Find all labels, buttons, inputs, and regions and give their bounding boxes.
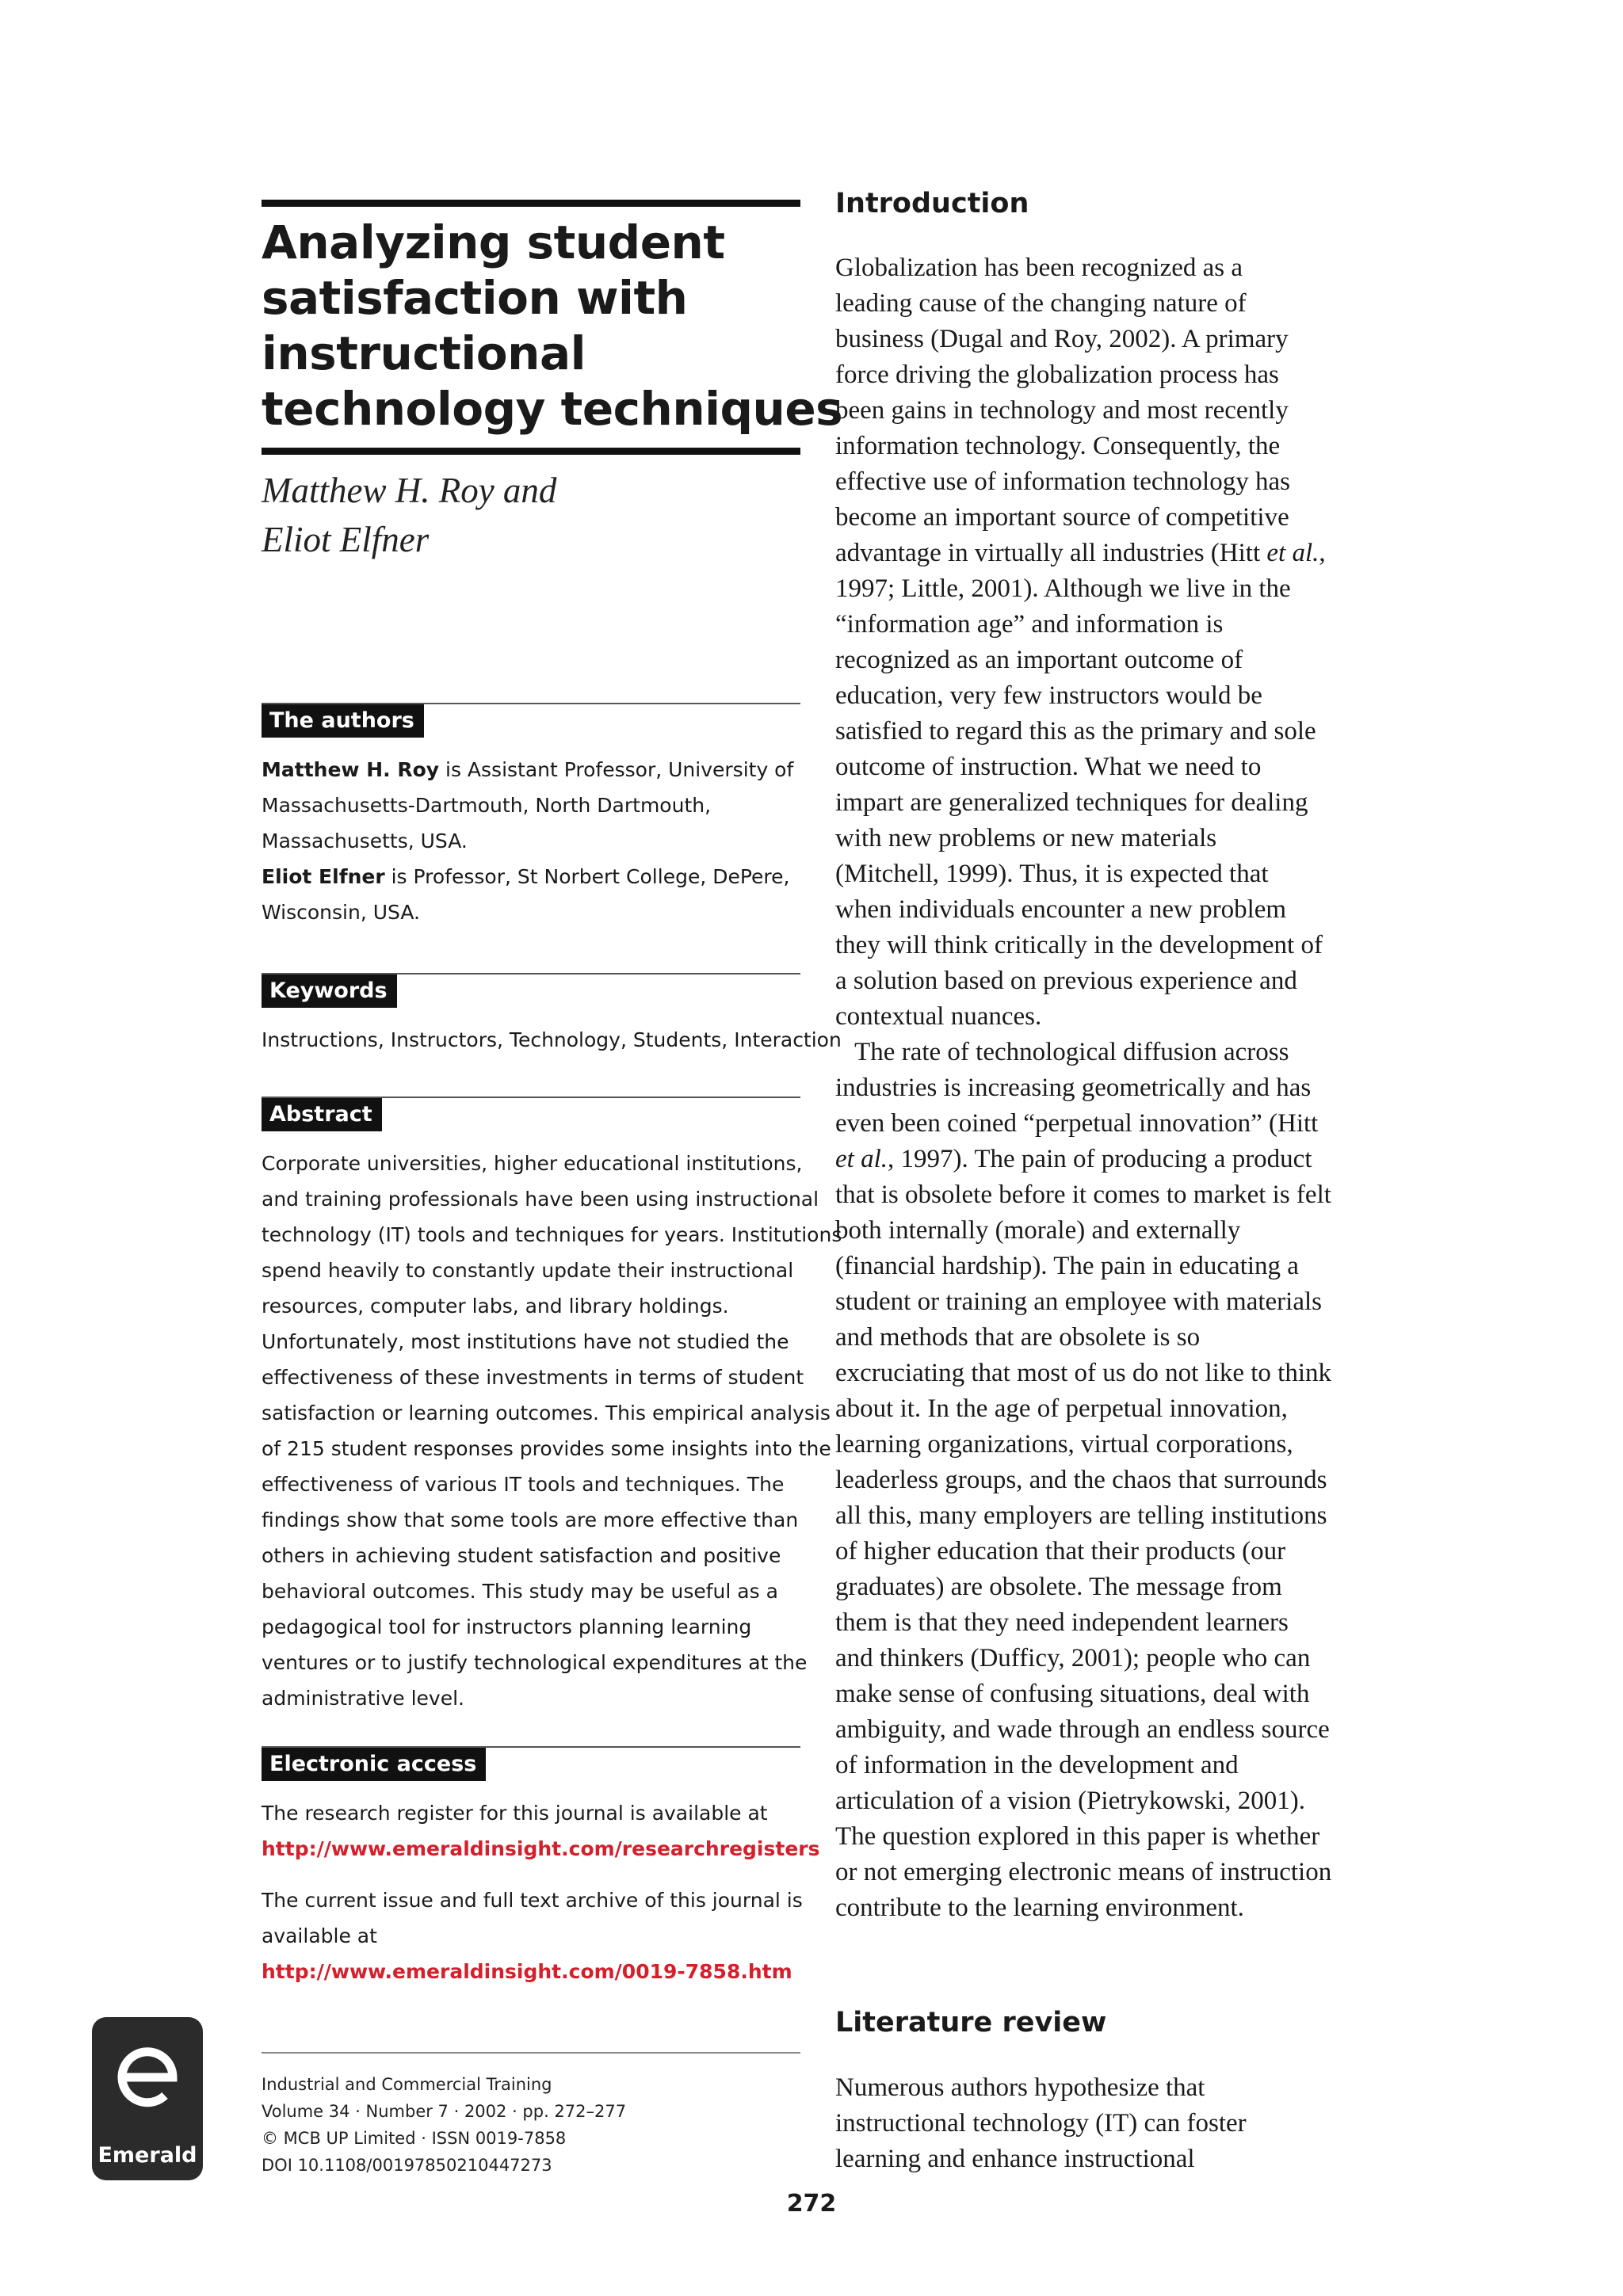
author-name-roy: Matthew H. Roy: [262, 758, 440, 781]
intro-line: even been coined “perpetual innovation” (Hitt: [835, 1109, 1319, 1138]
literature-review-body: [835, 2070, 1247, 2177]
archive-text: The current issue and full text archive of this journal is: [262, 1889, 803, 1912]
intro-line: excruciating that most of us do not like to think: [835, 1359, 1331, 1387]
et-al: et al.: [835, 1145, 888, 1173]
authors-heading-bar: [262, 703, 800, 738]
literature-review-heading: Literature review: [835, 2007, 1107, 2039]
abstract-line: Unfortunately, most institutions have not studied the: [262, 1330, 789, 1353]
introduction-body: [835, 250, 1331, 1926]
intro-line: about it. In the age of perpetual innovation,: [835, 1394, 1288, 1423]
abstract-line: and training professionals have been using instructional: [262, 1188, 819, 1211]
lit-line: learning and enhance instructional: [835, 2145, 1195, 2173]
keywords-heading: Keywords: [262, 974, 397, 1008]
keywords-section: [262, 973, 842, 1058]
intro-line: they will think critically in the development of: [835, 931, 1323, 959]
intro-line: or not emerging electronic means of instruction: [835, 1858, 1332, 1886]
intro-line-text: , 1997). The pain of producing a product: [887, 1145, 1312, 1173]
title-line: satisfaction with: [262, 271, 688, 325]
et-al: et al.: [1266, 539, 1319, 567]
abstract-line: findings show that some tools are more effective than: [262, 1508, 799, 1531]
intro-line: articulation of a vision (Pietrykowski, 2001).: [835, 1787, 1305, 1815]
intro-line: that is obsolete before it comes to market is felt: [835, 1180, 1331, 1209]
intro-line: when individuals encounter a new problem: [835, 895, 1287, 924]
intro-line: recognized as an important outcome of: [835, 646, 1243, 674]
page-number: 272: [786, 2190, 837, 2218]
intro-line: all this, many employers are telling institutions: [835, 1501, 1327, 1530]
intro-line: contribute to the learning environment.: [835, 1894, 1244, 1922]
journal-info: [262, 2052, 800, 2179]
author-bio-line: [262, 859, 800, 894]
journal-publisher: © MCB UP Limited · ISSN 0019-7858: [262, 2129, 567, 2148]
abstract-line: pedagogical tool for instructors planning learning: [262, 1615, 752, 1638]
keywords-text: Instructions, Instructors, Technology, Students, Interaction: [262, 1028, 842, 1051]
intro-line: Globalization has been recognized as a: [835, 254, 1243, 282]
left-column: [262, 200, 843, 2175]
intro-line: [835, 536, 1331, 571]
abstract-line: spend heavily to constantly update their instructional: [262, 1259, 794, 1282]
abstract-section: [262, 1097, 842, 1716]
title-line: instructional: [262, 326, 586, 380]
intro-line: of higher education that their products (our: [835, 1537, 1286, 1566]
journal-name: Industrial and Commercial Training: [262, 2075, 552, 2094]
intro-line: force driving the globalization process has: [835, 360, 1279, 389]
emerald-logo: [92, 2017, 203, 2180]
intro-line: ambiguity, and wade through an endless source: [835, 1715, 1330, 1744]
et-al-comma: ,: [1319, 539, 1326, 567]
abstract-line: effectiveness of various IT tools and techniques. The: [262, 1473, 785, 1496]
keywords-heading-bar: [262, 973, 800, 1008]
intro-line: and methods that are obsolete is so: [835, 1323, 1201, 1352]
lit-line: Numerous authors hypothesize that: [835, 2073, 1205, 2102]
abstract-line: ventures or to justify technological expenditures at the: [262, 1651, 808, 1674]
intro-line: contextual nuances.: [835, 1002, 1042, 1031]
intro-line: impart are generalized techniques for dealing: [835, 788, 1308, 817]
title-rule-top: [262, 200, 800, 207]
author-bio-line: Massachusetts-Dartmouth, North Dartmouth,: [262, 794, 712, 817]
intro-line: learning organizations, virtual corporations,: [835, 1430, 1293, 1459]
journal-volume: Volume 34 · Number 7 · 2002 · pp. 272–277: [262, 2102, 627, 2121]
title-rule-bottom: [262, 448, 800, 455]
intro-line: information technology. Consequently, the: [835, 432, 1281, 460]
intro-line: 1997; Little, 2001). Although we live in the: [835, 574, 1291, 603]
intro-line: graduates) are obsolete. The message from: [835, 1573, 1282, 1601]
intro-line: effective use of information technology has: [835, 467, 1290, 496]
keywords-body: [262, 1022, 842, 1058]
author-bio-text: is Professor, St Norbert College, DePere,: [384, 865, 790, 888]
intro-line: become an important source of competitive: [835, 503, 1289, 532]
author-bio-line: [262, 752, 800, 788]
author-byline: [262, 466, 800, 564]
intro-line: and thinkers (Dufficy, 2001); people who can: [835, 1644, 1311, 1672]
intro-line: student or training an employee with materials: [835, 1287, 1322, 1316]
intro-line-text: advantage in virtually all industries (Hitt: [835, 539, 1267, 567]
intro-line: leading cause of the changing nature of: [835, 289, 1247, 318]
intro-line: The question explored in this paper is whether: [835, 1822, 1320, 1851]
abstract-line: administrative level.: [262, 1687, 464, 1710]
intro-line: make sense of confusing situations, deal with: [835, 1680, 1310, 1708]
electronic-access-body: [262, 1795, 820, 1989]
emerald-e-icon: [103, 2033, 192, 2122]
intro-line: “information age” and information is: [835, 610, 1224, 639]
intro-line: (financial hardship). The pain in educating a: [835, 1252, 1299, 1280]
intro-line: industries is increasing geometrically and has: [835, 1074, 1312, 1102]
author-bio-line: Massachusetts, USA.: [262, 830, 468, 852]
abstract-heading-bar: [262, 1097, 800, 1131]
intro-line: leaderless groups, and the chaos that surrounds: [835, 1466, 1327, 1494]
authors-body: [262, 752, 800, 930]
abstract-line: resources, computer labs, and library holdings.: [262, 1295, 729, 1318]
abstract-line: Corporate universities, higher educational institutions,: [262, 1152, 803, 1175]
abstract-body: [262, 1146, 842, 1716]
abstract-line: of 215 student responses provides some insights into the: [262, 1437, 831, 1460]
electronic-access-section: [262, 1746, 820, 1989]
archive-text: available at: [262, 1924, 377, 1947]
authors-section: [262, 703, 800, 930]
author-bio-line: Wisconsin, USA.: [262, 901, 420, 924]
title-line: Analyzing student: [262, 215, 725, 269]
intro-line: both internally (morale) and externally: [835, 1216, 1241, 1245]
intro-line: been gains in technology and most recently: [835, 396, 1289, 425]
intro-line: outcome of instruction. What we need to: [835, 753, 1262, 781]
abstract-line: technology (IT) tools and techniques for years. Institutions: [262, 1223, 842, 1246]
intro-line: a solution based on previous experience and: [835, 967, 1297, 995]
lit-line: instructional technology (IT) can foster: [835, 2109, 1247, 2138]
register-text: The research register for this journal is available at: [262, 1802, 768, 1825]
author-line: Matthew H. Roy and: [262, 471, 557, 510]
intro-line: business (Dugal and Roy, 2002). A primary: [835, 325, 1289, 353]
authors-heading: The authors: [262, 704, 424, 738]
electronic-access-heading-bar: [262, 1746, 800, 1781]
intro-line: satisfied to regard this as the primary and sole: [835, 717, 1316, 746]
author-bio-text: is Assistant Professor, University of: [439, 758, 794, 781]
intro-line: education, very few instructors would be: [835, 681, 1262, 710]
author-line: Eliot Elfner: [262, 520, 430, 559]
abstract-line: satisfaction or learning outcomes. This empirical analysis: [262, 1402, 831, 1425]
electronic-access-heading: Electronic access: [262, 1748, 486, 1781]
intro-line: The rate of technological diffusion across: [835, 1038, 1289, 1066]
author-name-elfner: Eliot Elfner: [262, 865, 385, 888]
intro-line: with new problems or new materials: [835, 824, 1217, 852]
archive-link[interactable]: http://www.emeraldinsight.com/0019-7858.htm: [262, 1960, 792, 1983]
title-line: technology techniques: [262, 382, 843, 436]
journal-doi: DOI 10.1108/00197850210447273: [262, 2156, 552, 2175]
intro-line: [835, 1142, 1331, 1177]
intro-line: them is that they need independent learners: [835, 1608, 1289, 1637]
intro-line: of information in the development and: [835, 1751, 1239, 1779]
abstract-heading: Abstract: [262, 1098, 382, 1131]
register-link[interactable]: http://www.emeraldinsight.com/researchregisters: [262, 1837, 820, 1860]
article-title: [262, 215, 843, 437]
introduction-heading: Introduction: [835, 188, 1029, 219]
abstract-line: behavioral outcomes. This study may be useful as a: [262, 1580, 778, 1603]
abstract-line: effectiveness of these investments in terms of student: [262, 1366, 804, 1389]
abstract-line: others in achieving student satisfaction and positive: [262, 1544, 781, 1567]
intro-line: (Mitchell, 1999). Thus, it is expected that: [835, 860, 1269, 888]
logo-wordmark: Emerald: [97, 2143, 197, 2168]
